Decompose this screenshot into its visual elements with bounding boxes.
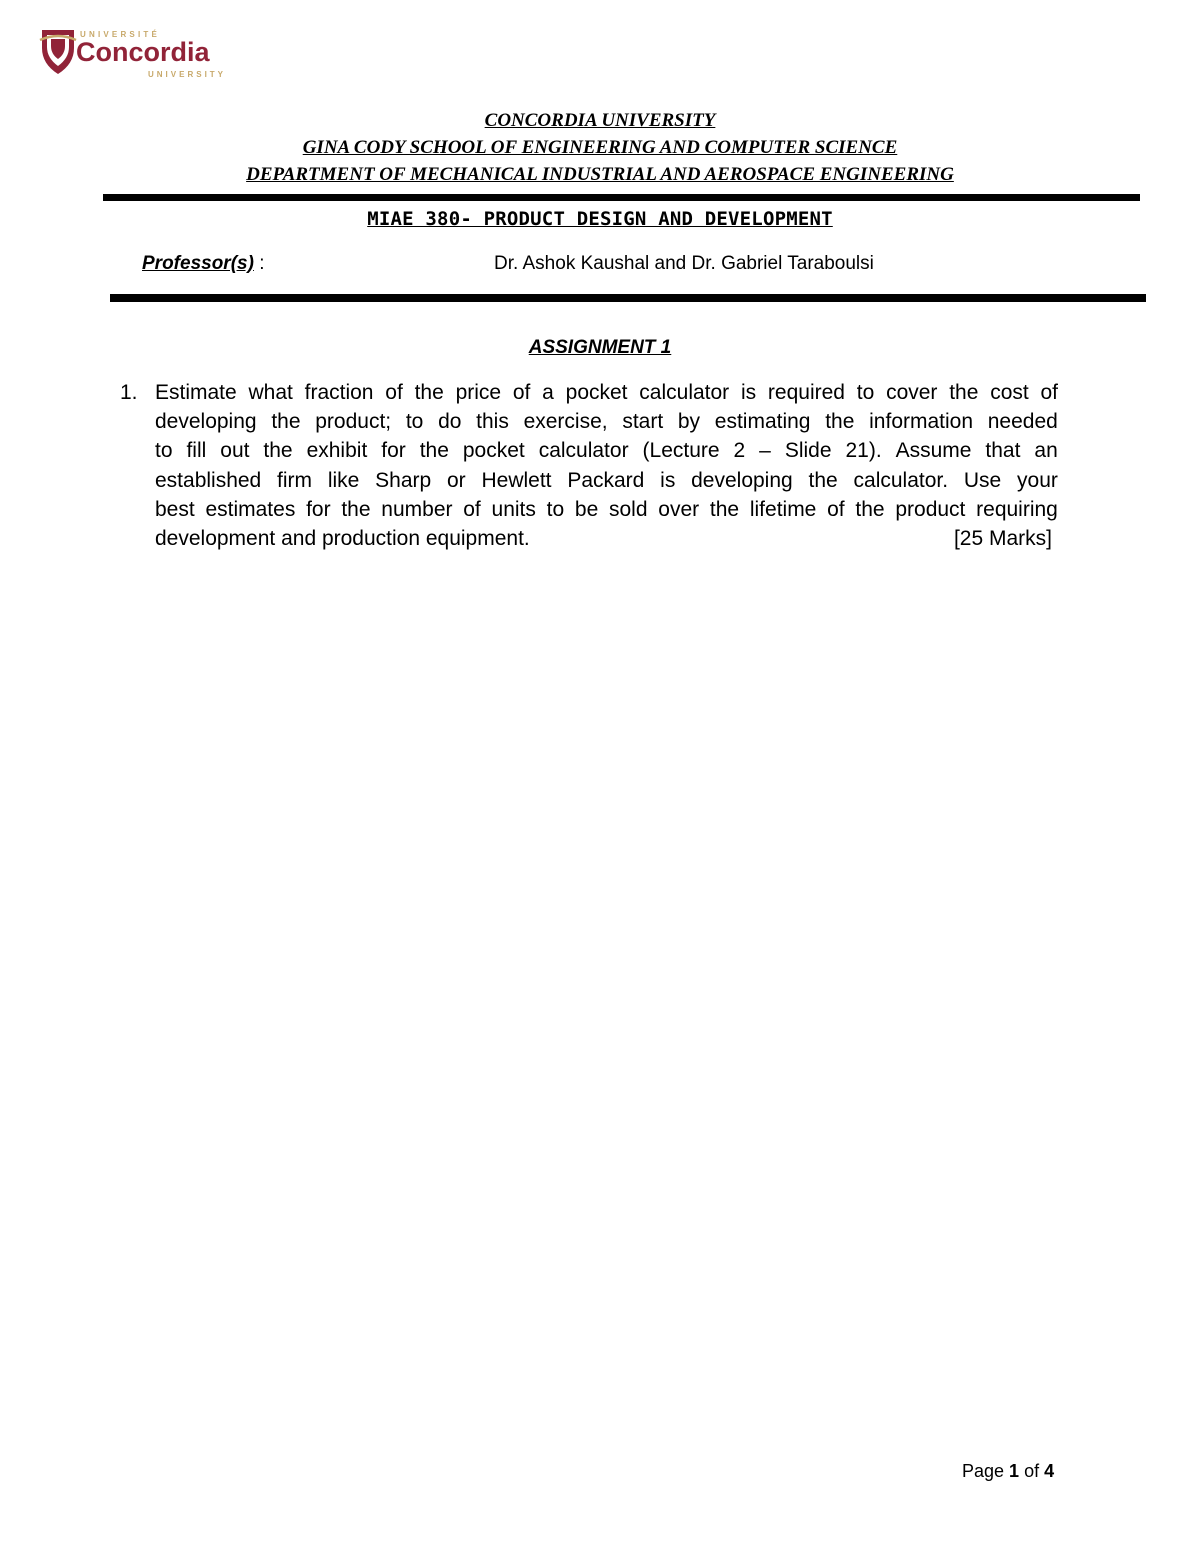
school-name: GINA CODY SCHOOL OF ENGINEERING AND COMPUTER SCIENCE xyxy=(302,137,898,158)
question-word: Sharp xyxy=(375,468,432,492)
page-of: of xyxy=(1019,1461,1045,1481)
question-word: firm xyxy=(277,468,313,492)
professor-label-separator: : xyxy=(253,253,265,274)
question-word: what xyxy=(248,381,293,404)
question-word: the xyxy=(263,439,293,463)
professor-names: Dr. Ashok Kaushal and Dr. Gabriel Taraboulsi xyxy=(494,253,874,274)
question-word: calculator. xyxy=(853,468,949,492)
question-word: the xyxy=(808,468,838,492)
question-word: Estimate xyxy=(155,381,237,404)
question-line xyxy=(155,378,1058,407)
question-word: an xyxy=(1034,439,1058,463)
logo-top-text: UNIVERSITÉ xyxy=(80,30,161,39)
question-word: the xyxy=(709,497,740,521)
question-word: fill xyxy=(186,439,207,463)
top-divider xyxy=(103,194,1140,201)
question-word: calculator xyxy=(538,439,629,463)
university-name: CONCORDIA UNIVERSITY xyxy=(484,110,716,131)
question-word: exercise, xyxy=(523,410,608,434)
question-word: of xyxy=(385,381,403,404)
question-word: estimating xyxy=(714,410,811,434)
question-line xyxy=(155,524,1058,553)
question-word: by xyxy=(677,410,701,434)
question-word: be xyxy=(574,497,599,521)
question-word: Slide xyxy=(784,439,832,463)
question-word: the xyxy=(341,497,371,521)
question-word: to xyxy=(155,439,173,463)
department-name: DEPARTMENT OF MECHANICAL INDUSTRIAL AND AEROSPACE ENGINEERING xyxy=(246,164,954,185)
question-word: pocket xyxy=(462,439,525,463)
question-word: or xyxy=(447,468,466,492)
question-word: needed xyxy=(987,410,1058,434)
question-word: for xyxy=(306,497,331,521)
question-word: lifetime xyxy=(749,497,817,521)
question-word: developing xyxy=(155,410,257,434)
question-word: cover xyxy=(886,381,938,404)
professor-label: Professor(s) xyxy=(142,253,254,274)
question-word: to xyxy=(546,497,565,521)
question-word: number xyxy=(381,497,453,521)
question-word: that xyxy=(985,439,1021,463)
page-total: 4 xyxy=(1044,1461,1055,1481)
question-word: start xyxy=(622,410,664,434)
question-word: requiring xyxy=(976,497,1058,521)
question-word: the xyxy=(855,497,885,521)
question-word: 2 xyxy=(733,439,746,463)
question-word: Use xyxy=(963,468,1002,492)
question-word: sold xyxy=(609,497,648,521)
question-word: information xyxy=(869,410,974,434)
question-word: cost xyxy=(990,381,1029,404)
question-line xyxy=(155,495,1058,524)
question-word: out xyxy=(220,439,250,463)
question-word: price xyxy=(455,381,502,404)
concordia-shield-icon xyxy=(38,26,248,82)
institution-heading xyxy=(0,107,1200,188)
question-word: over xyxy=(658,497,700,521)
question-line xyxy=(155,436,1058,465)
question-word: estimates xyxy=(205,497,296,521)
professor-label-row xyxy=(142,253,264,275)
assignment-title: ASSIGNMENT 1 xyxy=(528,337,672,358)
question-word: Assume xyxy=(895,439,972,463)
logo-name: Concordia xyxy=(76,37,210,67)
concordia-logo xyxy=(38,26,248,82)
question-word: for xyxy=(381,439,406,463)
question-line xyxy=(155,466,1058,495)
question-word: like xyxy=(327,468,360,492)
question-word: units xyxy=(491,497,536,521)
question-word: your xyxy=(1017,468,1058,492)
question-word: required xyxy=(767,381,845,404)
question-word: to xyxy=(856,381,875,404)
question-word: Packard xyxy=(567,468,645,492)
question-word: 21). xyxy=(845,439,882,463)
question-line xyxy=(155,407,1058,436)
question-word: is xyxy=(660,468,676,492)
question-word: exhibit xyxy=(306,439,368,463)
question-word: to xyxy=(405,410,424,434)
question-text xyxy=(155,378,1058,553)
question-word: established xyxy=(155,468,262,492)
question-word: of xyxy=(827,497,845,521)
question-word: product; xyxy=(315,410,392,434)
question-word: – xyxy=(759,439,771,463)
question-word: (Lecture xyxy=(642,439,720,463)
question-word: the xyxy=(825,410,855,434)
question-word: developing xyxy=(691,468,793,492)
question-word: the xyxy=(414,381,444,404)
logo-bottom-text: UNIVERSITY xyxy=(148,70,227,79)
page-number xyxy=(962,1461,1054,1482)
bottom-divider xyxy=(110,294,1146,302)
question-word: fraction xyxy=(304,381,374,404)
question-number: 1. xyxy=(120,381,138,404)
question-word: is xyxy=(740,381,757,404)
question-line-text: development and production equipment. xyxy=(155,527,530,551)
question-word: product xyxy=(895,497,966,521)
question-word: the xyxy=(949,381,979,404)
question-word: Hewlett xyxy=(481,468,552,492)
question-word: pocket xyxy=(565,381,628,404)
question-word: of xyxy=(463,497,481,521)
question-marks: [25 Marks] xyxy=(953,527,1052,551)
question-word: the xyxy=(271,410,301,434)
question-word: best xyxy=(155,497,195,521)
question-word: calculator xyxy=(639,381,730,404)
question-word: a xyxy=(542,381,554,404)
question-word: the xyxy=(419,439,449,463)
page-current: 1 xyxy=(1009,1461,1020,1481)
question-word: of xyxy=(512,381,531,404)
course-title: MIAE 380- PRODUCT DESIGN AND DEVELOPMENT xyxy=(367,208,833,230)
question-word: do xyxy=(438,410,462,434)
question-word: this xyxy=(476,410,509,434)
page-prefix: Page xyxy=(962,1461,1010,1481)
question-word: of xyxy=(1040,381,1058,404)
